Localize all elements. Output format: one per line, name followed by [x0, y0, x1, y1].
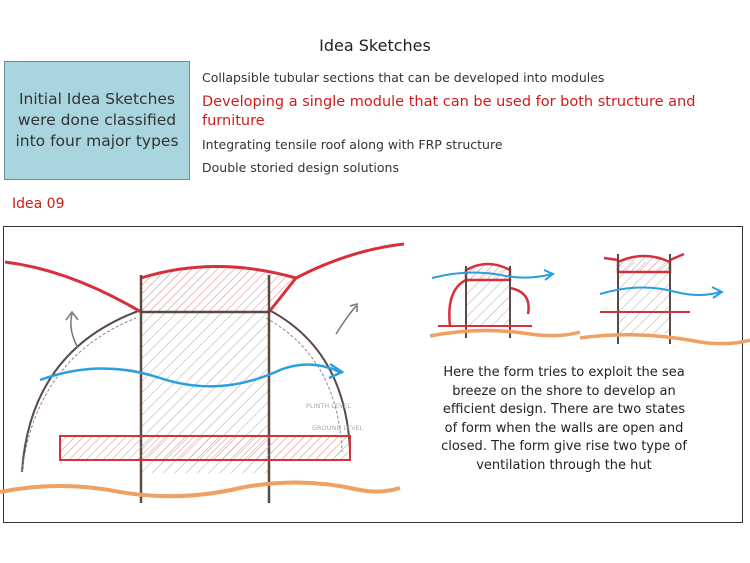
closed-wall-right: [510, 288, 529, 314]
ground-line: [0, 482, 400, 496]
level-annotation-plinth: PLINTH LEVEL: [306, 402, 352, 410]
summary-box: [4, 61, 190, 180]
open-ground: [580, 335, 750, 344]
type-item-double-storied: Double storied design solutions: [202, 160, 399, 175]
closed-ground: [430, 330, 580, 336]
idea-label: Idea 09: [12, 196, 65, 212]
page-title: Idea Sketches: [319, 36, 431, 55]
open-wall-left: [604, 258, 618, 260]
open-wall-right: [670, 254, 684, 260]
idea-description: Here the form tries to exploit the sea breeze on the shore to develop an efficient design. There are two states of form when the walls are open and closed. The form give rise two type of ventilation through the hut: [441, 365, 687, 473]
large-section-sketch: [0, 244, 404, 503]
closed-wall-left: [449, 280, 466, 326]
summary-text: Initial Idea Sketches were done classified into four major types: [15, 90, 179, 150]
roof-red-right: [296, 244, 404, 278]
small-sketch-open: [580, 254, 750, 344]
type-item-single-module: Developing a single module that can be used for both structure and furniture: [202, 94, 696, 129]
floor-plate: [60, 436, 350, 460]
air-up-right: [336, 306, 356, 334]
small-sketch-closed: [430, 264, 580, 338]
type-item-tubular: Collapsible tubular sections that can be developed into modules: [202, 70, 605, 85]
type-item-tensile-roof: Integrating tensile roof along with FRP structure: [202, 137, 503, 152]
roof-red-left: [5, 262, 141, 312]
open-roof: [618, 256, 670, 272]
level-annotation-ground: GROUND LEVEL: [312, 424, 364, 432]
design-types-list: [202, 70, 702, 183]
